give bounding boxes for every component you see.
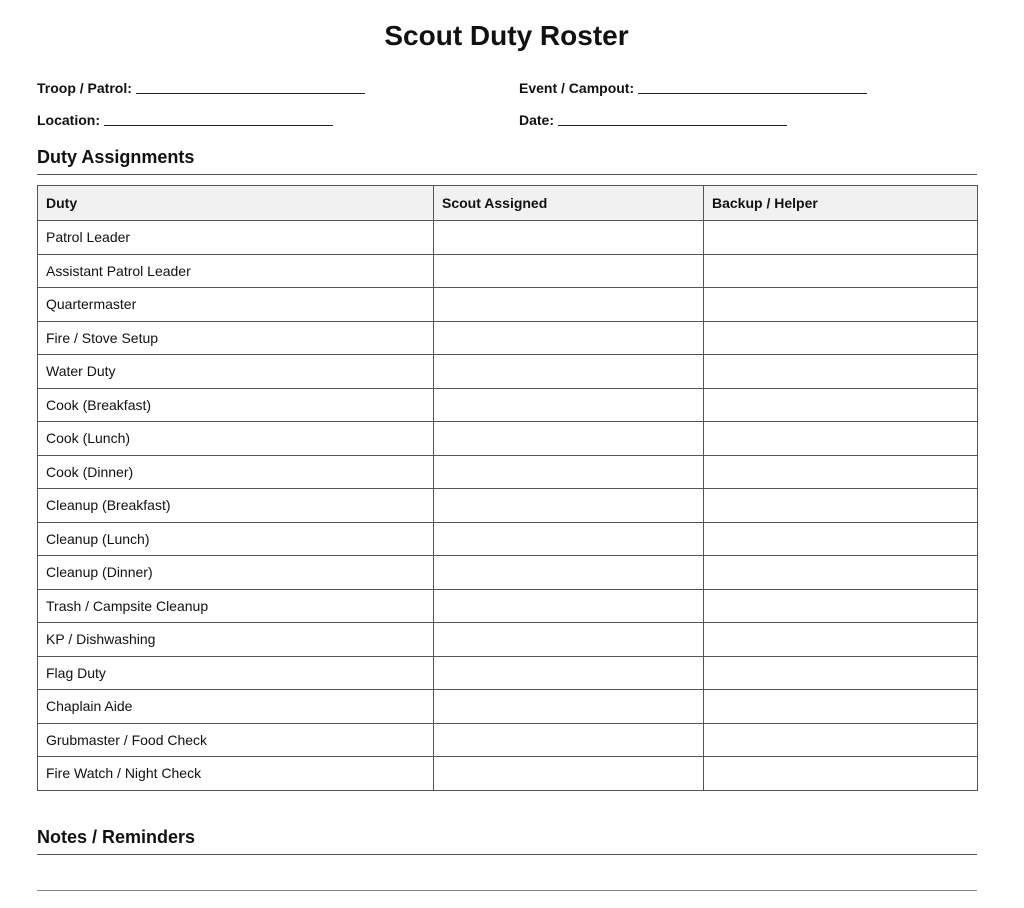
duty-cell: Quartermaster xyxy=(38,288,434,322)
backup-helper-cell[interactable] xyxy=(704,522,978,556)
backup-helper-cell[interactable] xyxy=(704,254,978,288)
scout-assigned-cell[interactable] xyxy=(434,690,704,724)
duty-cell: Grubmaster / Food Check xyxy=(38,723,434,757)
duty-cell: Chaplain Aide xyxy=(38,690,434,724)
duty-cell: Cleanup (Breakfast) xyxy=(38,489,434,523)
date-field[interactable] xyxy=(519,108,787,128)
duty-cell: Cleanup (Dinner) xyxy=(38,556,434,590)
table-row xyxy=(38,422,978,456)
backup-helper-cell[interactable] xyxy=(704,355,978,389)
backup-helper-cell[interactable] xyxy=(704,589,978,623)
table-row xyxy=(38,455,978,489)
event-campout-blank[interactable] xyxy=(638,93,867,94)
column-header-backup-helper: Backup / Helper xyxy=(704,186,978,221)
duty-cell: Trash / Campsite Cleanup xyxy=(38,589,434,623)
table-row xyxy=(38,556,978,590)
backup-helper-cell[interactable] xyxy=(704,623,978,657)
backup-helper-cell[interactable] xyxy=(704,388,978,422)
duty-cell: Patrol Leader xyxy=(38,221,434,255)
troop-patrol-blank[interactable] xyxy=(136,93,365,94)
table-row xyxy=(38,522,978,556)
duty-assignments-heading: Duty Assignments xyxy=(37,146,977,175)
backup-helper-cell[interactable] xyxy=(704,489,978,523)
table-row xyxy=(38,589,978,623)
event-campout-field[interactable] xyxy=(519,76,867,96)
column-header-duty: Duty xyxy=(38,186,434,221)
date-label: Date: xyxy=(519,112,555,128)
notes-reminders-heading: Notes / Reminders xyxy=(37,826,977,855)
backup-helper-cell[interactable] xyxy=(704,321,978,355)
table-row xyxy=(38,355,978,389)
table-row xyxy=(38,489,978,523)
scout-assigned-cell[interactable] xyxy=(434,355,704,389)
backup-helper-cell[interactable] xyxy=(704,556,978,590)
duty-cell: Water Duty xyxy=(38,355,434,389)
event-campout-label: Event / Campout: xyxy=(519,80,635,96)
backup-helper-cell[interactable] xyxy=(704,455,978,489)
table-row xyxy=(38,723,978,757)
page-title: Scout Duty Roster xyxy=(384,20,629,51)
table-row xyxy=(38,221,978,255)
table-row xyxy=(38,623,978,657)
table-row xyxy=(38,690,978,724)
duty-cell: Assistant Patrol Leader xyxy=(38,254,434,288)
scout-assigned-cell[interactable] xyxy=(434,489,704,523)
scout-assigned-cell[interactable] xyxy=(434,422,704,456)
date-blank[interactable] xyxy=(558,125,787,126)
table-row xyxy=(38,288,978,322)
scout-assigned-cell[interactable] xyxy=(434,723,704,757)
duty-cell: KP / Dishwashing xyxy=(38,623,434,657)
scout-assigned-cell[interactable] xyxy=(434,757,704,791)
table-body xyxy=(38,221,978,791)
backup-helper-cell[interactable] xyxy=(704,656,978,690)
scout-assigned-cell[interactable] xyxy=(434,321,704,355)
table-row xyxy=(38,254,978,288)
scout-assigned-cell[interactable] xyxy=(434,589,704,623)
scout-assigned-cell[interactable] xyxy=(434,254,704,288)
duty-cell: Cook (Breakfast) xyxy=(38,388,434,422)
duty-cell: Fire / Stove Setup xyxy=(38,321,434,355)
scout-assigned-cell[interactable] xyxy=(434,388,704,422)
table-row xyxy=(38,757,978,791)
duty-cell: Cook (Lunch) xyxy=(38,422,434,456)
troop-patrol-field[interactable] xyxy=(37,76,365,96)
backup-helper-cell[interactable] xyxy=(704,288,978,322)
table-header-row xyxy=(38,186,978,221)
scout-assigned-cell[interactable] xyxy=(434,656,704,690)
scout-assigned-cell[interactable] xyxy=(434,556,704,590)
backup-helper-cell[interactable] xyxy=(704,422,978,456)
duty-cell: Cook (Dinner) xyxy=(38,455,434,489)
scout-assigned-cell[interactable] xyxy=(434,623,704,657)
backup-helper-cell[interactable] xyxy=(704,723,978,757)
scout-assigned-cell[interactable] xyxy=(434,221,704,255)
location-blank[interactable] xyxy=(104,125,333,126)
duty-cell: Flag Duty xyxy=(38,656,434,690)
table-row xyxy=(38,388,978,422)
table-row xyxy=(38,656,978,690)
backup-helper-cell[interactable] xyxy=(704,757,978,791)
table-row xyxy=(38,321,978,355)
scout-assigned-cell[interactable] xyxy=(434,455,704,489)
duty-roster-table xyxy=(37,185,978,791)
scout-assigned-cell[interactable] xyxy=(434,522,704,556)
duty-cell: Cleanup (Lunch) xyxy=(38,522,434,556)
column-header-scout-assigned: Scout Assigned xyxy=(434,186,704,221)
scout-assigned-cell[interactable] xyxy=(434,288,704,322)
backup-helper-cell[interactable] xyxy=(704,221,978,255)
duty-cell: Fire Watch / Night Check xyxy=(38,757,434,791)
location-label: Location: xyxy=(37,112,100,128)
backup-helper-cell[interactable] xyxy=(704,690,978,724)
troop-patrol-label: Troop / Patrol: xyxy=(37,80,132,96)
notes-line[interactable] xyxy=(37,890,977,891)
location-field[interactable] xyxy=(37,108,333,128)
